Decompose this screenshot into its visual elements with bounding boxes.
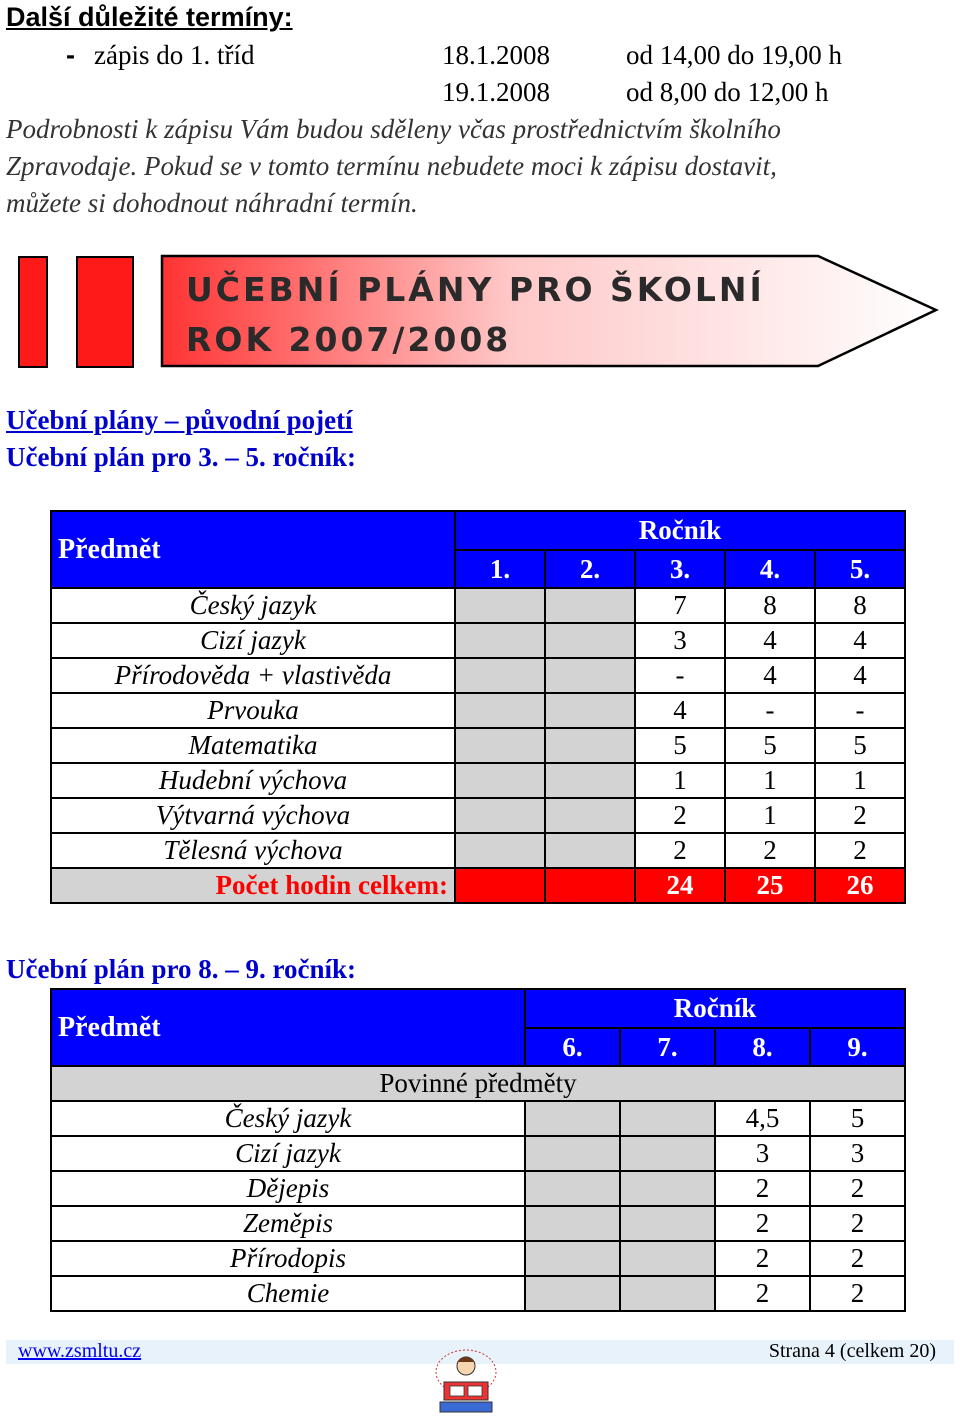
subject-cell: Zeměpis bbox=[51, 1206, 525, 1241]
grade-6: 6. bbox=[525, 1028, 620, 1066]
grade-1: 1. bbox=[455, 550, 545, 588]
value-cell: 4,5 bbox=[715, 1101, 810, 1136]
value-cell: 2 bbox=[815, 798, 905, 833]
value-cell: 1 bbox=[635, 763, 725, 798]
grade-4: 4. bbox=[725, 550, 815, 588]
table-row bbox=[51, 1276, 905, 1311]
value-cell: 5 bbox=[815, 728, 905, 763]
plans-section-title: Učební plány – původní pojetí bbox=[6, 405, 353, 435]
value-cell: 5 bbox=[725, 728, 815, 763]
subject-cell: Cizí jazyk bbox=[51, 1136, 525, 1171]
value-cell bbox=[455, 588, 545, 623]
value-cell bbox=[455, 623, 545, 658]
table-row bbox=[51, 1101, 905, 1136]
value-cell: 3 bbox=[635, 623, 725, 658]
value-cell: 2 bbox=[815, 833, 905, 868]
table-row bbox=[51, 623, 905, 658]
banner-bar-right bbox=[76, 256, 134, 368]
value-cell: - bbox=[635, 658, 725, 693]
enrollment-date-1: 18.1.2008 bbox=[442, 40, 550, 70]
value-cell bbox=[620, 1101, 715, 1136]
value-cell bbox=[620, 1206, 715, 1241]
value-cell: 3 bbox=[810, 1136, 905, 1171]
table-row bbox=[51, 1206, 905, 1241]
subject-cell: Matematika bbox=[51, 728, 455, 763]
subject-header: Předmět bbox=[51, 511, 455, 588]
total-cell: 25 bbox=[725, 868, 815, 903]
enrollment-label: zápis do 1. tříd bbox=[94, 40, 255, 70]
paragraph-line-3: můžete si dohodnout náhradní termín. bbox=[6, 188, 418, 218]
subject-header: Předmět bbox=[51, 989, 525, 1066]
value-cell bbox=[455, 833, 545, 868]
value-cell: 2 bbox=[635, 833, 725, 868]
value-cell: 1 bbox=[725, 798, 815, 833]
value-cell bbox=[455, 658, 545, 693]
value-cell bbox=[525, 1241, 620, 1276]
total-cell bbox=[545, 868, 635, 903]
table-row bbox=[51, 798, 905, 833]
value-cell: - bbox=[725, 693, 815, 728]
value-cell bbox=[525, 1276, 620, 1311]
value-cell: 2 bbox=[810, 1206, 905, 1241]
value-cell: 2 bbox=[810, 1241, 905, 1276]
value-cell bbox=[620, 1171, 715, 1206]
table-row bbox=[51, 1136, 905, 1171]
value-cell bbox=[525, 1171, 620, 1206]
value-cell bbox=[620, 1241, 715, 1276]
total-cell: 26 bbox=[815, 868, 905, 903]
section-label: Povinné předměty bbox=[51, 1066, 905, 1101]
value-cell bbox=[620, 1136, 715, 1171]
value-cell: 7 bbox=[635, 588, 725, 623]
value-cell: 4 bbox=[815, 623, 905, 658]
banner-line-2: ROK 2007/2008 bbox=[186, 320, 512, 359]
plan2-title: Učební plán pro 8. – 9. ročník: bbox=[6, 954, 357, 984]
banner-bar-left bbox=[18, 256, 48, 368]
value-cell bbox=[545, 693, 635, 728]
table-row bbox=[51, 693, 905, 728]
table-row bbox=[51, 728, 905, 763]
website-link[interactable]: www.zsmltu.cz bbox=[18, 1340, 142, 1362]
grade-header: Ročník bbox=[455, 511, 905, 550]
value-cell bbox=[545, 833, 635, 868]
table-row bbox=[51, 1171, 905, 1206]
school-logo-icon bbox=[430, 1342, 502, 1416]
subject-cell: Výtvarná výchova bbox=[51, 798, 455, 833]
value-cell bbox=[455, 763, 545, 798]
value-cell: 8 bbox=[725, 588, 815, 623]
banner-line-1: UČEBNÍ PLÁNY PRO ŠKOLNÍ bbox=[186, 270, 765, 309]
value-cell bbox=[525, 1206, 620, 1241]
plan1-title: Učební plán pro 3. – 5. ročník: bbox=[6, 442, 357, 472]
table-row bbox=[51, 1241, 905, 1276]
value-cell bbox=[525, 1136, 620, 1171]
value-cell: 2 bbox=[715, 1206, 810, 1241]
plan1-table bbox=[50, 510, 906, 904]
value-cell bbox=[545, 763, 635, 798]
enrollment-time-1: od 14,00 do 19,00 h bbox=[626, 40, 842, 70]
value-cell: 2 bbox=[810, 1171, 905, 1206]
table-row bbox=[51, 588, 905, 623]
value-cell bbox=[455, 728, 545, 763]
value-cell: 2 bbox=[715, 1171, 810, 1206]
table-row bbox=[51, 763, 905, 798]
value-cell bbox=[525, 1101, 620, 1136]
value-cell: 4 bbox=[635, 693, 725, 728]
grade-7: 7. bbox=[620, 1028, 715, 1066]
value-cell: 3 bbox=[715, 1136, 810, 1171]
value-cell bbox=[545, 623, 635, 658]
section-heading: Další důležité termíny: bbox=[6, 2, 293, 32]
value-cell: 2 bbox=[635, 798, 725, 833]
subject-cell: Chemie bbox=[51, 1276, 525, 1311]
value-cell: 8 bbox=[815, 588, 905, 623]
value-cell bbox=[545, 588, 635, 623]
total-cell: 24 bbox=[635, 868, 725, 903]
subject-cell: Přírodověda + vlastivěda bbox=[51, 658, 455, 693]
grade-2: 2. bbox=[545, 550, 635, 588]
value-cell: 4 bbox=[725, 623, 815, 658]
subject-cell: Tělesná výchova bbox=[51, 833, 455, 868]
paragraph-line-2: Zpravodaje. Pokud se v tomto termínu nebudete moci k zápisu dostavit, bbox=[6, 151, 777, 181]
subject-cell: Český jazyk bbox=[51, 588, 455, 623]
table-row bbox=[51, 658, 905, 693]
subject-cell: Český jazyk bbox=[51, 1101, 525, 1136]
paragraph-line-1: Podrobnosti k zápisu Vám budou sděleny včas prostřednictvím školního bbox=[6, 114, 781, 144]
value-cell: 1 bbox=[725, 763, 815, 798]
subject-cell: Hudební výchova bbox=[51, 763, 455, 798]
value-cell bbox=[455, 798, 545, 833]
grade-3: 3. bbox=[635, 550, 725, 588]
grade-header: Ročník bbox=[525, 989, 905, 1028]
list-dash: - bbox=[66, 40, 75, 70]
value-cell: 1 bbox=[815, 763, 905, 798]
value-cell: - bbox=[815, 693, 905, 728]
plan2-table bbox=[50, 988, 906, 1312]
enrollment-time-2: od 8,00 do 12,00 h bbox=[626, 77, 829, 107]
total-label: Počet hodin celkem: bbox=[51, 868, 455, 903]
grade-9: 9. bbox=[810, 1028, 905, 1066]
subject-cell: Cizí jazyk bbox=[51, 623, 455, 658]
value-cell: 5 bbox=[810, 1101, 905, 1136]
subject-cell: Dějepis bbox=[51, 1171, 525, 1206]
value-cell: 2 bbox=[725, 833, 815, 868]
value-cell: 2 bbox=[715, 1241, 810, 1276]
value-cell: 4 bbox=[725, 658, 815, 693]
grade-5: 5. bbox=[815, 550, 905, 588]
value-cell bbox=[620, 1276, 715, 1311]
enrollment-date-2: 19.1.2008 bbox=[442, 77, 550, 107]
total-row bbox=[51, 868, 905, 903]
value-cell: 2 bbox=[715, 1276, 810, 1311]
table-row bbox=[51, 833, 905, 868]
subject-cell: Přírodopis bbox=[51, 1241, 525, 1276]
value-cell bbox=[545, 658, 635, 693]
banner-title bbox=[186, 265, 765, 365]
value-cell: 4 bbox=[815, 658, 905, 693]
total-cell bbox=[455, 868, 545, 903]
subject-cell: Prvouka bbox=[51, 693, 455, 728]
value-cell bbox=[455, 693, 545, 728]
value-cell: 5 bbox=[635, 728, 725, 763]
value-cell bbox=[545, 798, 635, 833]
page-number: Strana 4 (celkem 20) bbox=[768, 1340, 936, 1362]
value-cell bbox=[545, 728, 635, 763]
value-cell: 2 bbox=[810, 1276, 905, 1311]
grade-8: 8. bbox=[715, 1028, 810, 1066]
